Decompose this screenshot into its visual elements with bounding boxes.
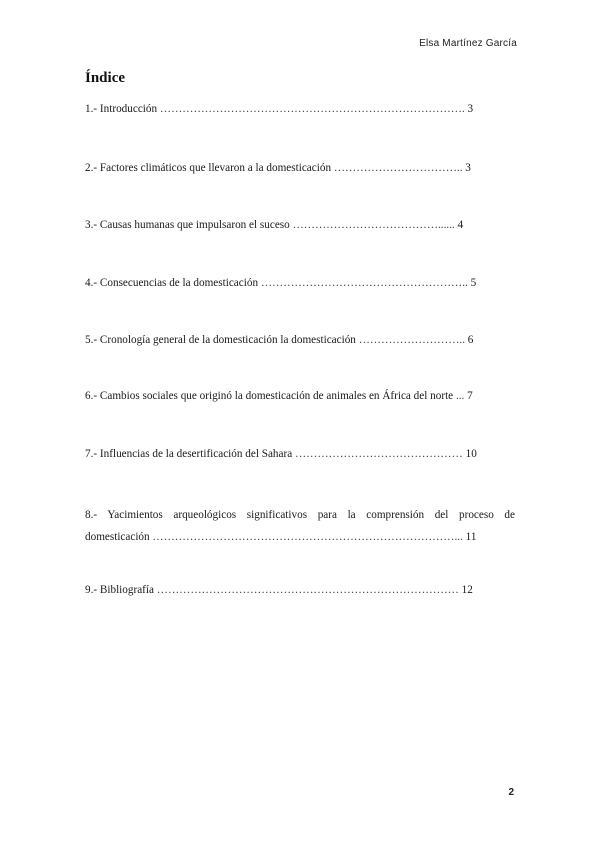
toc-leader-dots: ...: [455, 390, 465, 402]
toc-entry-desertificacion[interactable]: [85, 448, 477, 460]
toc-leader-dots: ………………………………………………………………………...: [152, 531, 463, 543]
toc-entry-consecuencias[interactable]: [85, 277, 476, 289]
toc-page-number: 10: [462, 448, 477, 460]
toc-entry-yacimientos[interactable]: [85, 504, 515, 548]
toc-entry-text: 1.- Introducción: [85, 103, 160, 115]
toc-page-number: 4: [454, 219, 464, 231]
toc-entry-cambios-sociales[interactable]: [85, 390, 473, 402]
toc-leader-dots: …………………………………......: [292, 219, 455, 231]
toc-leader-dots: ……………………………..: [333, 162, 463, 174]
toc-page-number: 11: [462, 531, 477, 543]
toc-entry-text: 4.- Consecuencias de la domesticación: [85, 277, 261, 289]
toc-leader-dots: ………………………..: [358, 334, 465, 346]
toc-entry-causas-humanas[interactable]: [85, 219, 463, 231]
header-author: Elsa Martínez García: [419, 38, 517, 49]
toc-page-number: 12: [458, 584, 473, 596]
toc-leader-dots: ………………………………………………………………………: [156, 584, 459, 596]
toc-page-number: 6: [464, 334, 474, 346]
toc-entry-cronologia[interactable]: [85, 334, 473, 346]
toc-entry-bibliografia[interactable]: [85, 584, 473, 596]
toc-leader-dots: ………………………………………………..: [260, 277, 468, 289]
toc-entry-text: 3.- Causas humanas que impulsaron el suceso: [85, 219, 293, 231]
toc-page-number: 5: [467, 277, 477, 289]
toc-page-number: 3: [464, 103, 474, 115]
toc-entry-text: 7.- Influencias de la desertificación del Sahara: [85, 448, 295, 460]
toc-leader-dots: ………………………………………: [294, 448, 463, 460]
toc-page-number: 7: [464, 390, 473, 402]
toc-entry-text: 6.- Cambios sociales que originó la domesticación de animales en África del norte: [85, 390, 456, 402]
toc-entry-text-line1: 8.- Yacimientos arqueológicos significativos para la comprensión del proceso de: [85, 509, 515, 521]
toc-entry-text: 2.- Factores climáticos que llevaron a la domesticación: [85, 162, 334, 174]
toc-entry-text: 5.- Cronología general de la domesticación la domesticación: [85, 334, 359, 346]
page-number: 2: [508, 787, 514, 798]
toc-entry-introduccion[interactable]: [85, 103, 473, 115]
toc-entry-text: 9.- Bibliografía: [85, 584, 157, 596]
toc-entry-factores-climaticos[interactable]: [85, 162, 471, 174]
toc-page-number: 3: [462, 162, 471, 174]
toc-leader-dots: ……………………………………………………………………….: [159, 103, 465, 115]
index-title: Índice: [85, 70, 126, 86]
toc-entry-text: domesticación: [85, 531, 153, 543]
